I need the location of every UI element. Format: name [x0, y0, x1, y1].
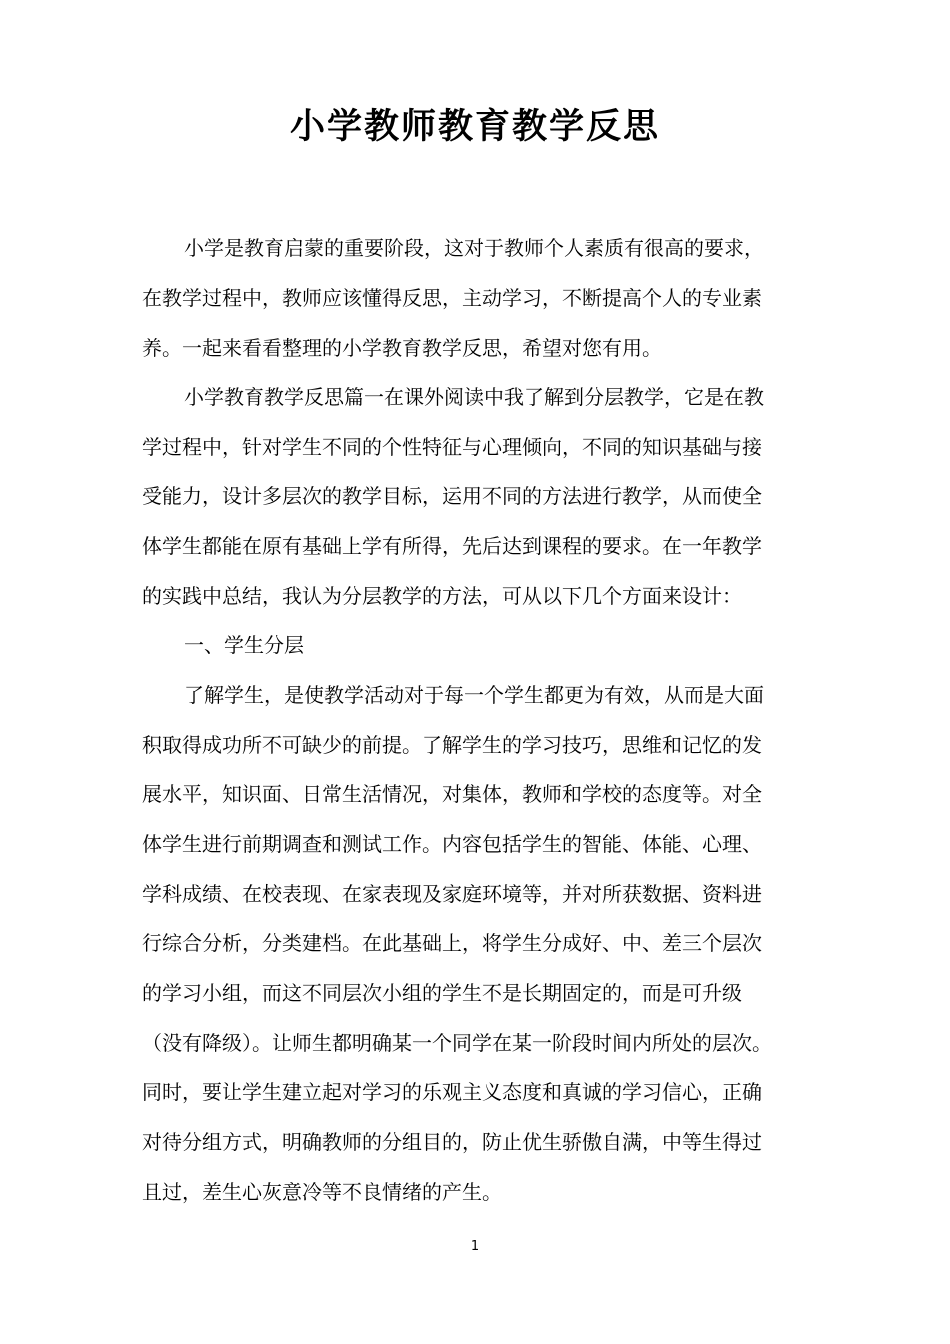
paragraph-line: 体学生都能在原有基础上学有所得，先后达到课程的要求。在一年教学 [142, 534, 762, 558]
paragraph-line: 小学教育教学反思篇一在课外阅读中我了解到分层教学，它是在教 [184, 385, 764, 409]
paragraph-line: 的学习小组，而这不同层次小组的学生不是长期固定的，而是可升级 [142, 981, 742, 1005]
paragraph-line: 学过程中，针对学生不同的个性特征与心理倾向，不同的知识基础与接 [142, 435, 762, 459]
paragraph-line: （没有降级）。让师生都明确某一个同学在某一阶段时间内所处的层次。 [142, 1031, 772, 1055]
document-title: 小学教师教育教学反思 [289, 107, 660, 147]
paragraph-line: 且过，差生心灰意冷等不良情绪的产生。 [142, 1180, 502, 1204]
paragraph-line: 受能力，设计多层次的教学目标，运用不同的方法进行教学，从而使全 [142, 484, 762, 508]
section-heading: 一、学生分层 [184, 633, 304, 657]
paragraph-line: 展水平，知识面、日常生活情况，对集体，教师和学校的态度等。对全 [142, 782, 762, 806]
page-number: 1 [470, 1239, 480, 1254]
paragraph-line: 小学是教育启蒙的重要阶段，这对于教师个人素质有很高的要求， [184, 236, 764, 260]
paragraph-line: 行综合分析，分类建档。在此基础上，将学生分成好、中、差三个层次 [142, 931, 762, 955]
paragraph-line: 对待分组方式，明确教师的分组目的，防止优生骄傲自满，中等生得过 [142, 1130, 762, 1154]
paragraph-line: 在教学过程中，教师应该懂得反思，主动学习，不断提高个人的专业素 [142, 286, 762, 310]
paragraph-line: 养。一起来看看整理的小学教育教学反思，希望对您有用。 [142, 336, 662, 360]
paragraph-line: 了解学生，是使教学活动对于每一个学生都更为有效，从而是大面 [184, 683, 764, 707]
paragraph-line: 的实践中总结，我认为分层教学的方法，可从以下几个方面来设计： [142, 584, 742, 608]
paragraph-line: 学科成绩、在校表现、在家表现及家庭环境等，并对所获数据、资料进 [142, 882, 762, 906]
paragraph-line: 积取得成功所不可缺少的前提。了解学生的学习技巧，思维和记忆的发 [142, 733, 762, 757]
paragraph-line: 体学生进行前期调查和测试工作。内容包括学生的智能、体能、心理、 [142, 832, 762, 856]
paragraph-line: 同时，要让学生建立起对学习的乐观主义态度和真诚的学习信心，正确 [142, 1080, 762, 1104]
